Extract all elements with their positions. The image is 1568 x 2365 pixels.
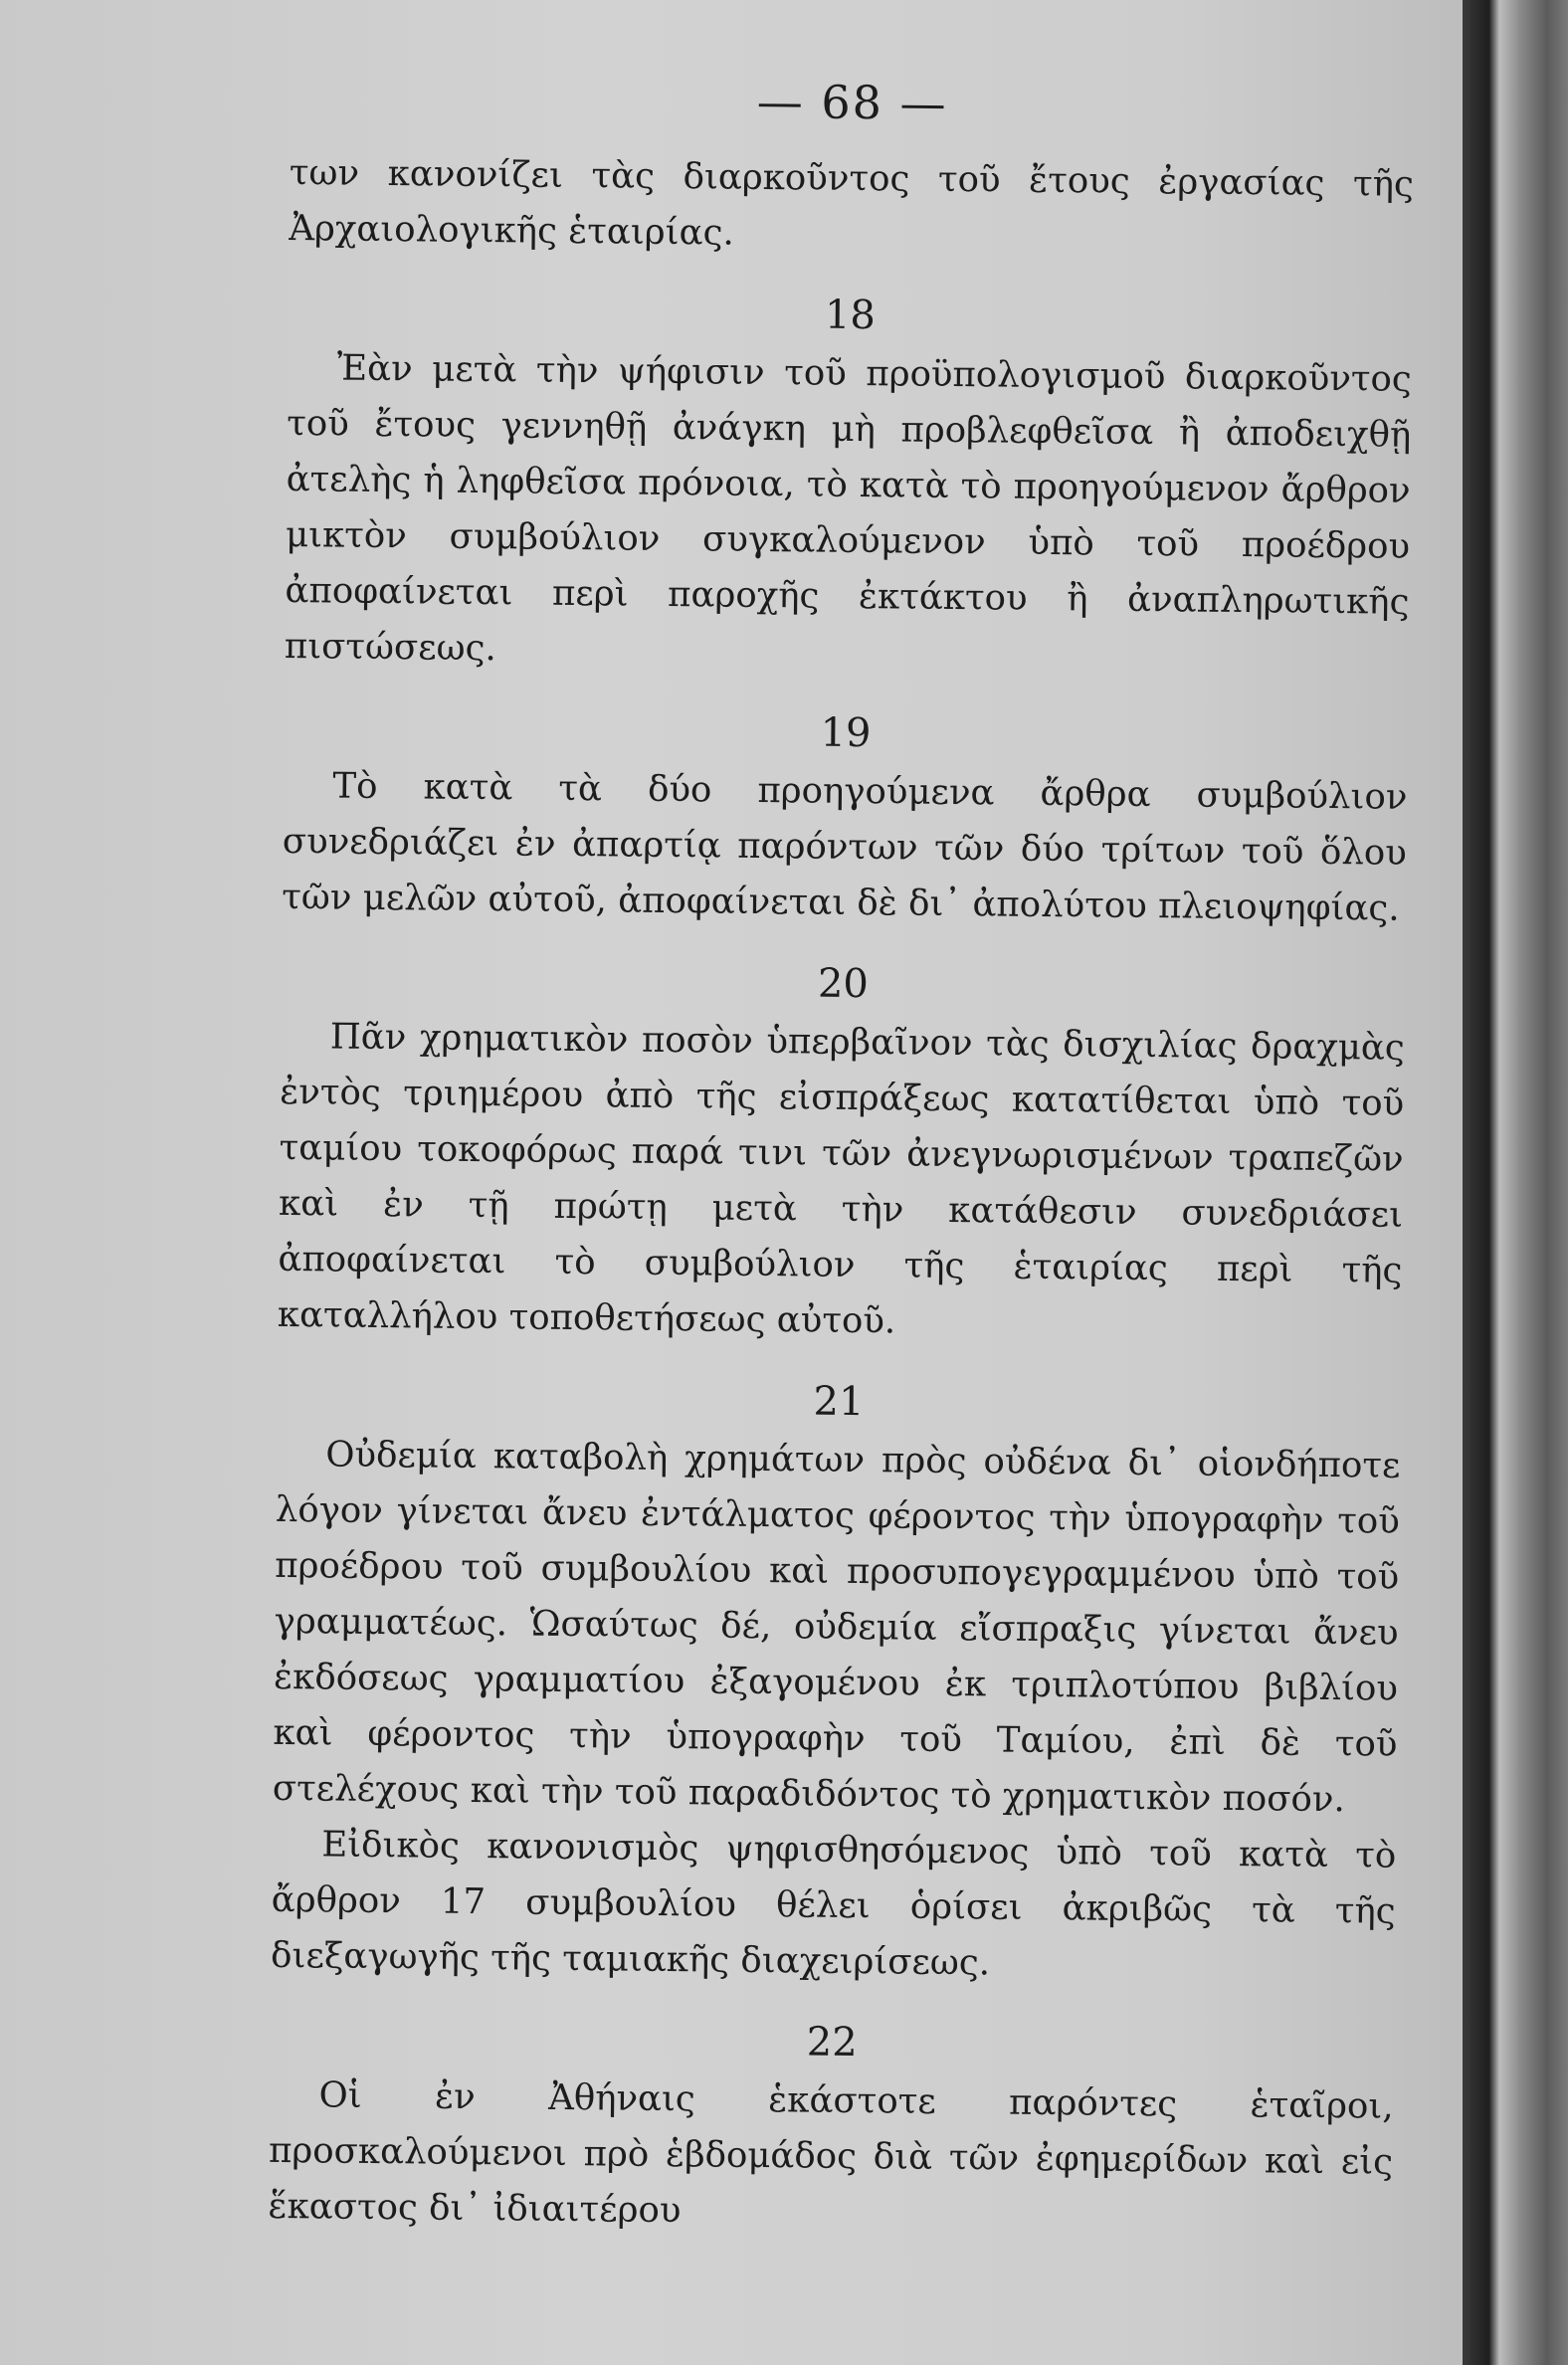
section-number: 20 — [817, 960, 870, 1008]
book-binding-edge — [1463, 0, 1568, 2365]
paragraph: Τὸ κατὰ τὰ δύο προηγούμενα ἄρθρα συμβούλιον συνεδριάζει ἐν ἀπαρτίᾳ παρόντων τῶν δύο τρίτων τοῦ ὅλου τῶν μελῶν αὐτοῦ, ἀποφαίνεται δὲ δι᾽ ἀπολύτου πλειοψηφίας. — [282, 765, 1408, 929]
paragraph: Ἐὰν μετὰ τὴν ψήφισιν τοῦ προϋπολογισμοῦ διαρκοῦντος τοῦ ἔτους γεννηθῇ ἀνάγκη μὴ προβλεφθεῖσα ἢ ἀποδειχθῇ ἀτελὴς ἡ ληφθεῖσα πρόνοια, τὸ κατὰ τὸ προηγούμενον ἄρθρον μικτὸν συμβούλιον συγκαλούμενον ὑπὸ τοῦ προέδρου ἀποφαίνεται περὶ παροχῆς ἐκτάκτου ἢ ἀναπληρωτικῆς πιστώσεως. — [284, 347, 1413, 670]
text-blocks — [268, 145, 1414, 2247]
paragraph: Οἱ ἐν Ἀθήναις ἑκάστοτε παρόντες ἑταῖροι, προσκαλούμενοι πρὸ ἑβδομάδος διὰ τῶν ἐφημερίδων καὶ εἰς ἕκαστος δι᾽ ἰδιαιτέρου — [268, 2074, 1394, 2232]
section-number: 19 — [820, 709, 872, 757]
paragraph: Πᾶν χρηματικὸν ποσὸν ὑπερβαῖνον τὰς δισχιλίας δραχμὰς ἐντὸς τριημέρου ἀπὸ τῆς εἰσπράξεως κατατίθεται ὑπὸ τοῦ ταμίου τοκοφόρως παρά τινι τῶν ἀνεγνωρισμένων τραπεζῶν καὶ ἐν τῇ πρώτῃ μετὰ τὴν κατάθεσιν συνεδριάσει ἀποφαίνεται τὸ συμβούλιον τῆς ἑταιρίας περὶ τῆς καταλλήλου τοποθετήσεως αὐτοῦ. — [277, 1016, 1405, 1342]
page-number: — 68 — — [756, 74, 948, 130]
paragraph: Εἰδικὸς κανονισμὸς ψηφισθησόμενος ὑπὸ τοῦ κατὰ τὸ ἄρθρον 17 συμβουλίου θέλει ὁρίσει ἀκριβῶς τὰ τῆς διεξαγωγῆς τῆς ταμιακῆς διαχειρίσεως. — [270, 1824, 1397, 1984]
section-number: 18 — [824, 292, 877, 339]
page-content — [268, 70, 1415, 2247]
section-number: 22 — [806, 2019, 858, 2067]
paragraph: Οὐδεμία καταβολὴ χρημάτων πρὸς οὐδένα δι᾽ οἱονδήποτε λόγον γίνεται ἄνευ ἐντάλματος φέροντος τὴν ὑπογραφὴν τοῦ προέδρου τοῦ συμβουλίου καὶ προσυπογεγραμμένου ὑπὸ τοῦ γραμματέως. Ὡσαύτως δέ, οὐδεμία εἴσπραξις γίνεται ἄνευ ἐκδόσεως γραμματίου ἐξαγομένου ἐκ τριπλοτύπου βιβλίου καὶ φέροντος τὴν ὑπογραφὴν τοῦ Ταμίου, ἐπὶ δὲ τοῦ στελέχους καὶ τὴν τοῦ παραδιδόντος τὸ χρηματικὸν ποσόν. — [272, 1434, 1401, 1821]
section-number: 21 — [813, 1378, 865, 1426]
paragraph: των κανονίζει τὰς διαρκοῦντος τοῦ ἔτους ἐργασίας τῆς Ἀρχαιολογικῆς ἑταιρίας. — [289, 151, 1415, 254]
